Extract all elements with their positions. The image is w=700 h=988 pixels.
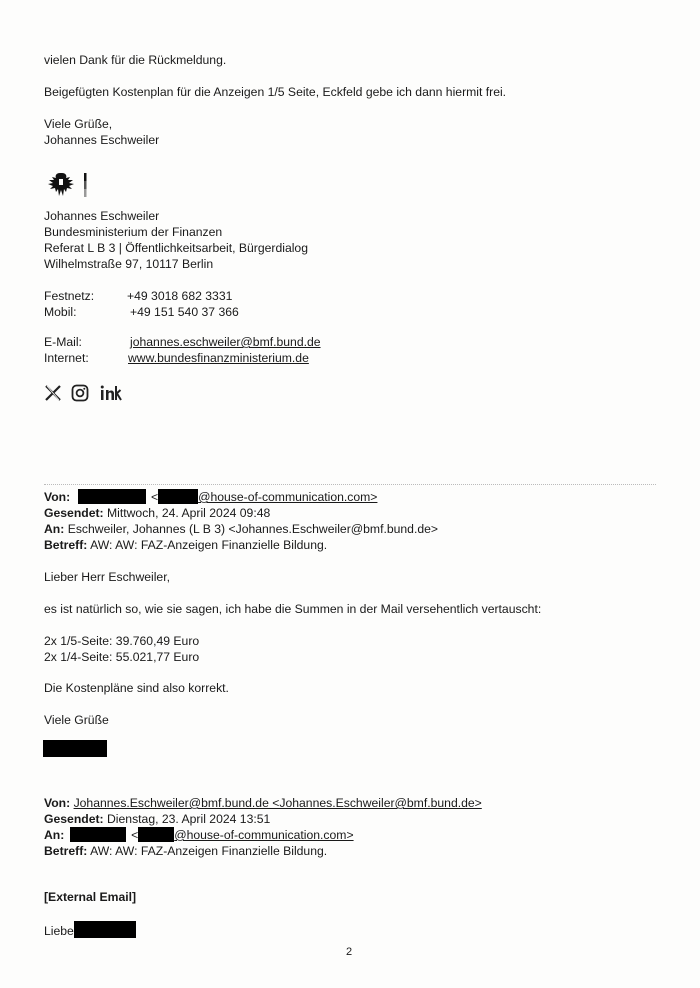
- signature-name: Johannes Eschweiler: [44, 209, 160, 223]
- sent-label: Gesendet:: [44, 506, 104, 520]
- to-value: Eschweiler, Johannes (L B 3) <Johannes.Eschweiler@bmf.bund.de>: [67, 522, 439, 536]
- sent-label: Gesendet:: [44, 812, 104, 826]
- mobile-value: +49 151 540 37 366: [130, 305, 239, 319]
- cost-line-1: 2x 1/5-Seite: 39.760,49 Euro: [44, 634, 200, 648]
- email-1-thanks: vielen Dank für die Rückmeldung.: [44, 53, 227, 67]
- email-2-to: [44, 521, 438, 537]
- email-2-subject: [44, 537, 327, 553]
- email-2-greeting: Lieber Herr Eschweiler,: [44, 570, 170, 584]
- website-link[interactable]: www.bundesfinanzministerium.de: [128, 351, 309, 365]
- email-2-closing: Viele Grüße: [44, 713, 109, 727]
- signature-ministry: Bundesministerium der Finanzen: [44, 225, 223, 239]
- to-label: An:: [44, 828, 65, 842]
- x-icon[interactable]: [44, 384, 62, 406]
- email-link[interactable]: johannes.eschweiler@bmf.bund.de: [130, 335, 321, 349]
- phone-label: Festnetz:: [44, 289, 95, 303]
- redaction-box: [138, 827, 174, 842]
- external-email-tag: [External Email]: [44, 890, 137, 904]
- mobile-label: Mobil:: [44, 305, 77, 319]
- email-1-closing: Viele Grüße,: [44, 117, 113, 131]
- subject-value: AW: AW: FAZ-Anzeigen Finanzielle Bildung.: [90, 844, 328, 858]
- cost-line-2: 2x 1/4-Seite: 55.021,77 Euro: [44, 650, 200, 664]
- from-value[interactable]: Johannes.Eschweiler@bmf.bund.de <Johannes.Eschweiler@bmf.bund.de>: [73, 796, 482, 810]
- page-number: 2: [346, 946, 353, 958]
- redaction-box: [158, 489, 198, 504]
- to-address[interactable]: @house-of-communication.com>: [174, 828, 354, 842]
- redaction-box: [78, 489, 146, 504]
- email-2-sent: [44, 505, 270, 521]
- to-label: An:: [44, 522, 65, 536]
- email-separator: [44, 484, 656, 485]
- email-3-greeting: [44, 921, 136, 939]
- subject-value: AW: AW: FAZ-Anzeigen Finanzielle Bildung.: [90, 538, 328, 552]
- subject-label: Betreff:: [44, 538, 88, 552]
- from-label: Von:: [44, 796, 71, 810]
- email-2-from: Von: < @house-of-communication.com>: [44, 490, 378, 504]
- signature-department: Referat L B 3 | Öffentlichkeitsarbeit, Bürgerdialog: [44, 241, 308, 255]
- email-2-body: es ist natürlich so, wie sie sagen, ich habe die Summen in der Mail versehentlich vertauscht:: [44, 602, 542, 616]
- email-2-conclusion: Die Kostenpläne sind also korrekt.: [44, 681, 229, 695]
- federal-eagle-logo: [46, 170, 98, 204]
- redaction-box: [70, 827, 126, 842]
- email-3-from: [44, 795, 482, 811]
- from-address[interactable]: @house-of-communication.com>: [198, 490, 378, 504]
- email-3-sent: [44, 811, 270, 827]
- email-1-approval: Beigefügten Kostenplan für die Anzeigen 1/5 Seite, Eckfeld gebe ich dann hiermit frei.: [44, 85, 507, 99]
- subject-label: Betreff:: [44, 844, 88, 858]
- internet-label: Internet:: [44, 351, 89, 365]
- from-label: Von:: [44, 490, 71, 504]
- redaction-box: [74, 921, 136, 938]
- instagram-icon[interactable]: [71, 384, 89, 406]
- email-3-subject: [44, 843, 327, 859]
- greeting-start: Liebe: [44, 924, 74, 938]
- redaction-box: [43, 740, 107, 757]
- sent-value: Dienstag, 23. April 2024 13:51: [107, 812, 271, 826]
- phone-value: +49 3018 682 3331: [127, 289, 233, 303]
- email-1-sender: Johannes Eschweiler: [44, 133, 160, 147]
- linkedin-icon[interactable]: [100, 385, 122, 405]
- email-3-to: An: < @house-of-communication.com>: [44, 828, 354, 842]
- sent-value: Mittwoch, 24. April 2024 09:48: [107, 506, 271, 520]
- email-label: E-Mail:: [44, 335, 82, 349]
- signature-address: Wilhelmstraße 97, 10117 Berlin: [44, 257, 214, 271]
